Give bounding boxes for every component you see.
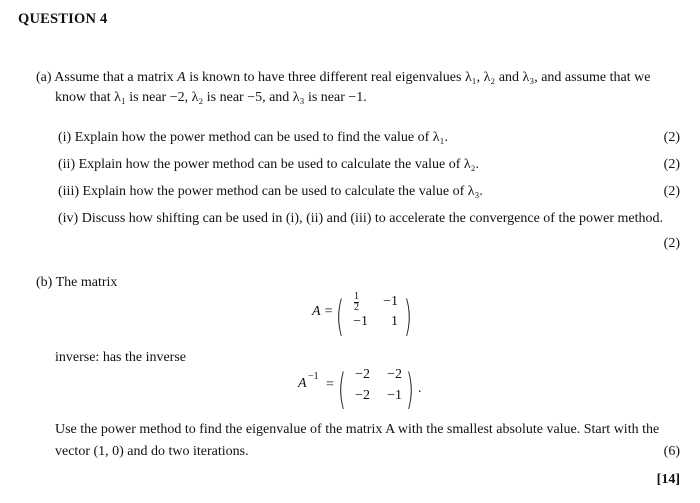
part-b-intro (36, 275, 117, 291)
matrix-inv-r2c2: −1 (387, 388, 402, 403)
item-i (58, 130, 680, 146)
item-iv-label: (iv) (58, 211, 79, 226)
part-b-marks: (6) (663, 444, 680, 459)
item-iii (58, 184, 680, 200)
inverse-text: inverse: has the inverse (55, 350, 187, 365)
task-line2: vector (1, 0) and do two iterations. (55, 444, 249, 459)
part-a-label: (a) (36, 70, 52, 85)
item-iv-text: Discuss how shifting can be used in (i), (ii) and (iii) to accelerate the convergence of the power method. (81, 211, 664, 226)
inverse-name: A (298, 376, 307, 391)
item-i-label: (i) (58, 130, 72, 145)
matrix-a-left-paren: ( (336, 290, 344, 342)
part-b-label: (b) (36, 275, 53, 290)
matrix-a-inverse (298, 363, 458, 415)
part-a-line2: know that λ₁ is near −2, λ₂ is near −5, and λ₃ is near −1. (55, 90, 367, 105)
matrix-inv-right-paren: ) (406, 363, 414, 415)
item-ii (58, 157, 680, 173)
inverse-equals: = (326, 377, 334, 392)
item-i-marks: (2) (663, 130, 680, 145)
matrix-inv-r2c1: −2 (355, 388, 370, 403)
item-iii-text: Explain how the power method can be used to calculate the value of λ₃. (82, 184, 483, 199)
item-iii-marks: (2) (663, 184, 680, 199)
item-ii-label: (ii) (58, 157, 76, 172)
matrix-a-name: A = (312, 304, 334, 319)
matrix-inv-r1c2: −2 (387, 367, 402, 382)
part-a-intro (36, 67, 686, 88)
inverse-superscript: −1 (308, 371, 319, 382)
item-iv (58, 211, 688, 227)
matrix-a-r2c1: −1 (353, 314, 368, 329)
task-line1: Use the power method to find the eigenvalue of the matrix A with the smallest absolute value. Start with the (55, 422, 660, 437)
matrix-a-r2c2: 1 (391, 314, 398, 329)
question-title: QUESTION 4 (18, 11, 108, 27)
matrix-a-r1c1: 1 2 (354, 291, 359, 313)
total-marks: [14] (656, 472, 680, 487)
matrix-a (312, 290, 452, 342)
matrix-a-right-paren: ) (404, 290, 412, 342)
item-ii-marks: (2) (663, 157, 680, 172)
item-iii-label: (iii) (58, 184, 79, 199)
matrix-inv-left-paren: ( (338, 363, 346, 415)
matrix-a-r1c2: −1 (383, 294, 398, 309)
matrix-inv-r1c1: −2 (355, 367, 370, 382)
inverse-period: . (418, 381, 422, 396)
item-iv-marks: (2) (663, 236, 680, 251)
part-a-line1: Assume that a matrix A is known to have three different real eigenvalues λ₁, λ₂ and λ₃, and assume that we (54, 70, 651, 85)
part-b-intro-text: The matrix (55, 275, 118, 290)
item-i-text: Explain how the power method can be used to find the value of λ₁. (74, 130, 448, 145)
item-ii-text: Explain how the power method can be used to calculate the value of λ₂. (78, 157, 480, 172)
